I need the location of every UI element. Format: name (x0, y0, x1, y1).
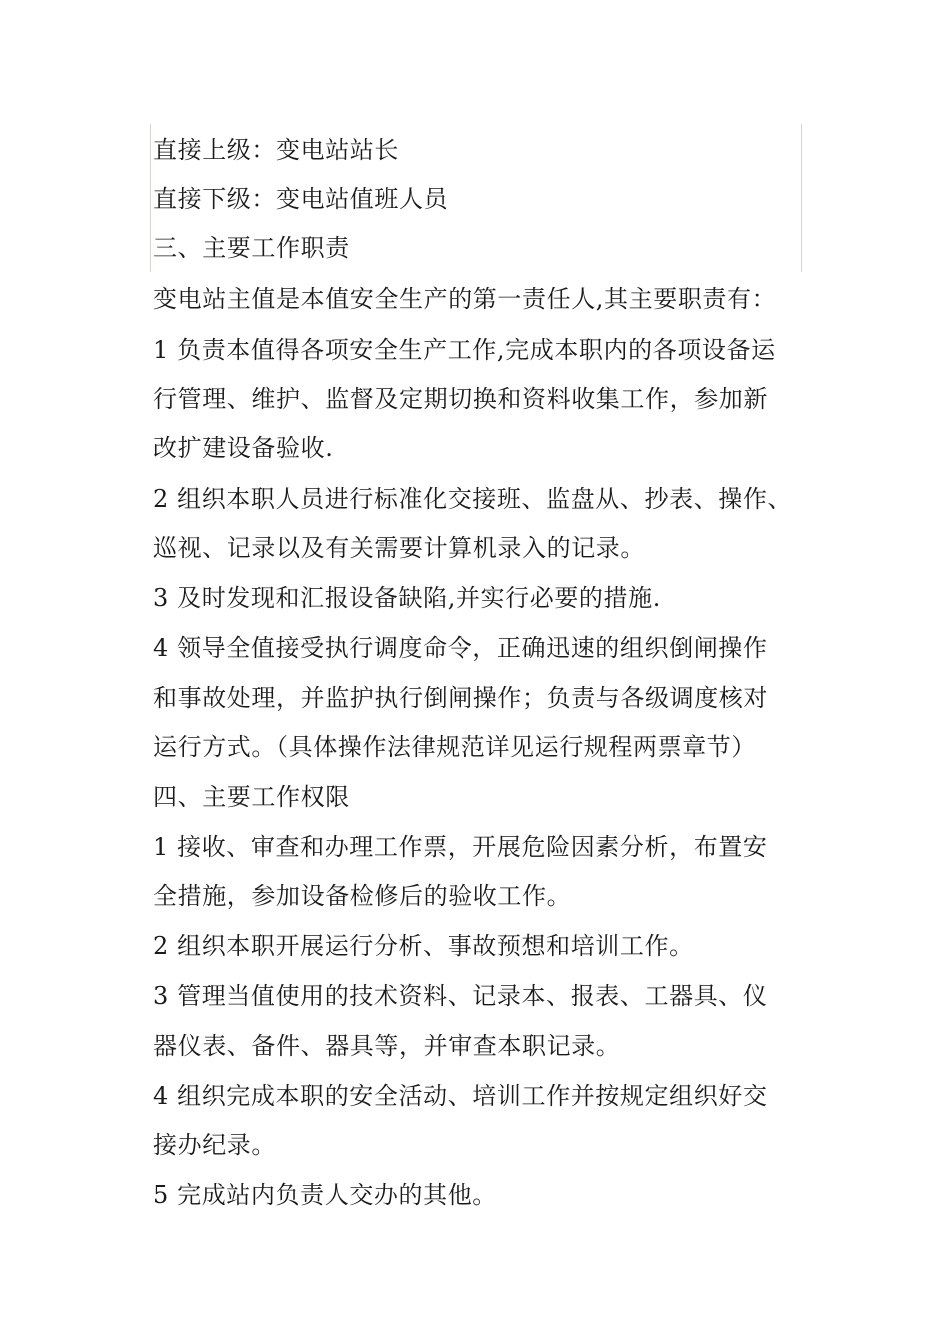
duty-1-line-1: 1 负责本值得各项安全生产工作,完成本职内的各项设备运 (153, 336, 776, 364)
section-3-heading: 三、主要工作职责 (153, 234, 350, 262)
authority-5-line-1: 5 完成站内负责人交办的其他。 (153, 1181, 497, 1209)
authority-4-line-2: 接办纪录。 (153, 1131, 276, 1159)
duty-1-line-3: 改扩建设备验收. (153, 434, 334, 462)
duty-2-line-1: 2 组织本职人员进行标准化交接班、监盘从、抄表、操作、 (153, 485, 793, 513)
duty-2-line-2: 巡视、记录以及有关需要计算机录入的记录。 (153, 534, 645, 562)
duty-4-line-1: 4 领导全值接受执行调度命令，正确迅速的组织倒闸操作 (153, 634, 768, 662)
authority-4-line-1: 4 组织完成本职的安全活动、培训工作并按规定组织好交 (153, 1082, 768, 1110)
authority-2-line-1: 2 组织本职开展运行分析、事故预想和培训工作。 (153, 932, 694, 960)
section-4-heading: 四、主要工作权限 (153, 783, 350, 811)
authority-1-line-2: 全措施，参加设备检修后的验收工作。 (153, 882, 572, 910)
authority-3-line-2: 器仪表、备件、器具等，并审查本职记录。 (153, 1032, 621, 1060)
duty-4-line-2: 和事故处理，并监护执行倒闸操作；负责与各级调度核对 (153, 684, 768, 712)
direct-superior-line: 直接上级：变电站站长 (153, 136, 399, 164)
duty-1-line-2: 行管理、维护、监督及定期切换和资料收集工作，参加新 (153, 385, 768, 413)
duties-intro: 变电站主值是本值安全生产的第一责任人,其主要职责有： (153, 285, 777, 313)
direct-subordinate-line: 直接下级：变电站值班人员 (153, 185, 449, 213)
authority-3-line-1: 3 管理当值使用的技术资料、记录本、报表、工器具、仪 (153, 982, 768, 1010)
duty-3-line-1: 3 及时发现和汇报设备缺陷,并实行必要的措施. (153, 584, 661, 612)
duty-4-line-3: 运行方式。（具体操作法律规范详见运行规程两票章节） (153, 733, 756, 761)
authority-1-line-1: 1 接收、审查和办理工作票，开展危险因素分析，布置安 (153, 833, 768, 861)
